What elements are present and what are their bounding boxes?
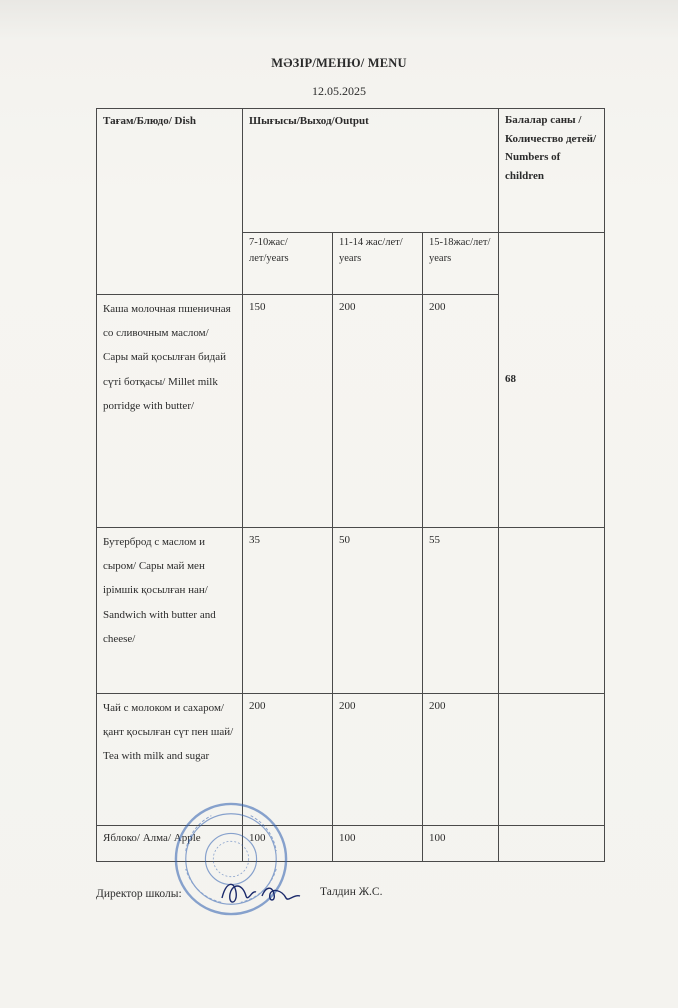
empty-cell: [499, 694, 605, 826]
output-value: 150: [243, 295, 333, 528]
menu-table: [96, 108, 605, 862]
dish-name: Каша молочная пшеничная со сливочным маслом/ Сары май қосылған бидай сүті ботқасы/ Millet milk porridge with butter/: [97, 295, 243, 528]
signature-row: [96, 886, 616, 910]
table-row: [97, 528, 605, 694]
header-output: Шығысы/Выход/Output: [243, 109, 499, 233]
output-value: 100: [423, 826, 499, 862]
menu-title: МӘЗІР/МЕНЮ/ MENU: [271, 56, 407, 70]
age-group-7-10: 7-10жас/лет/years: [243, 233, 333, 295]
director-label: Директор школы:: [96, 888, 182, 900]
output-value: 200: [243, 694, 333, 826]
children-count: 68: [499, 233, 605, 528]
dish-name: Чай с молоком и сахаром/қант қосылған сүт пен шай/ Tea with milk and sugar: [97, 694, 243, 826]
output-value: 35: [243, 528, 333, 694]
output-value: 100: [243, 826, 333, 862]
age-group-11-14: 11-14 жас/лет/ years: [333, 233, 423, 295]
output-value: 200: [333, 694, 423, 826]
output-value: 100: [333, 826, 423, 862]
output-value: 200: [423, 694, 499, 826]
output-value: 55: [423, 528, 499, 694]
director-signature: [216, 872, 306, 912]
empty-cell: [499, 528, 605, 694]
header-children: Балалар саны /Количество детей/ Numbers of children: [499, 109, 605, 233]
empty-cell: [499, 826, 605, 862]
output-value: 200: [333, 295, 423, 528]
director-name: Талдин Ж.С.: [320, 886, 383, 898]
dish-name: Яблоко/ Алма/ Apple: [97, 826, 243, 862]
header-dish: Тағам/Блюдо/ Dish: [97, 109, 243, 295]
menu-date: 12.05.2025: [312, 84, 366, 98]
age-group-15-18: 15-18жас/лет/ years: [423, 233, 499, 295]
dish-name: Бутерброд с маслом и сыром/ Сары май мен ірімшік қосылған нан/ Sandwich with butter and cheese/: [97, 528, 243, 694]
output-value: 50: [333, 528, 423, 694]
output-value: 200: [423, 295, 499, 528]
